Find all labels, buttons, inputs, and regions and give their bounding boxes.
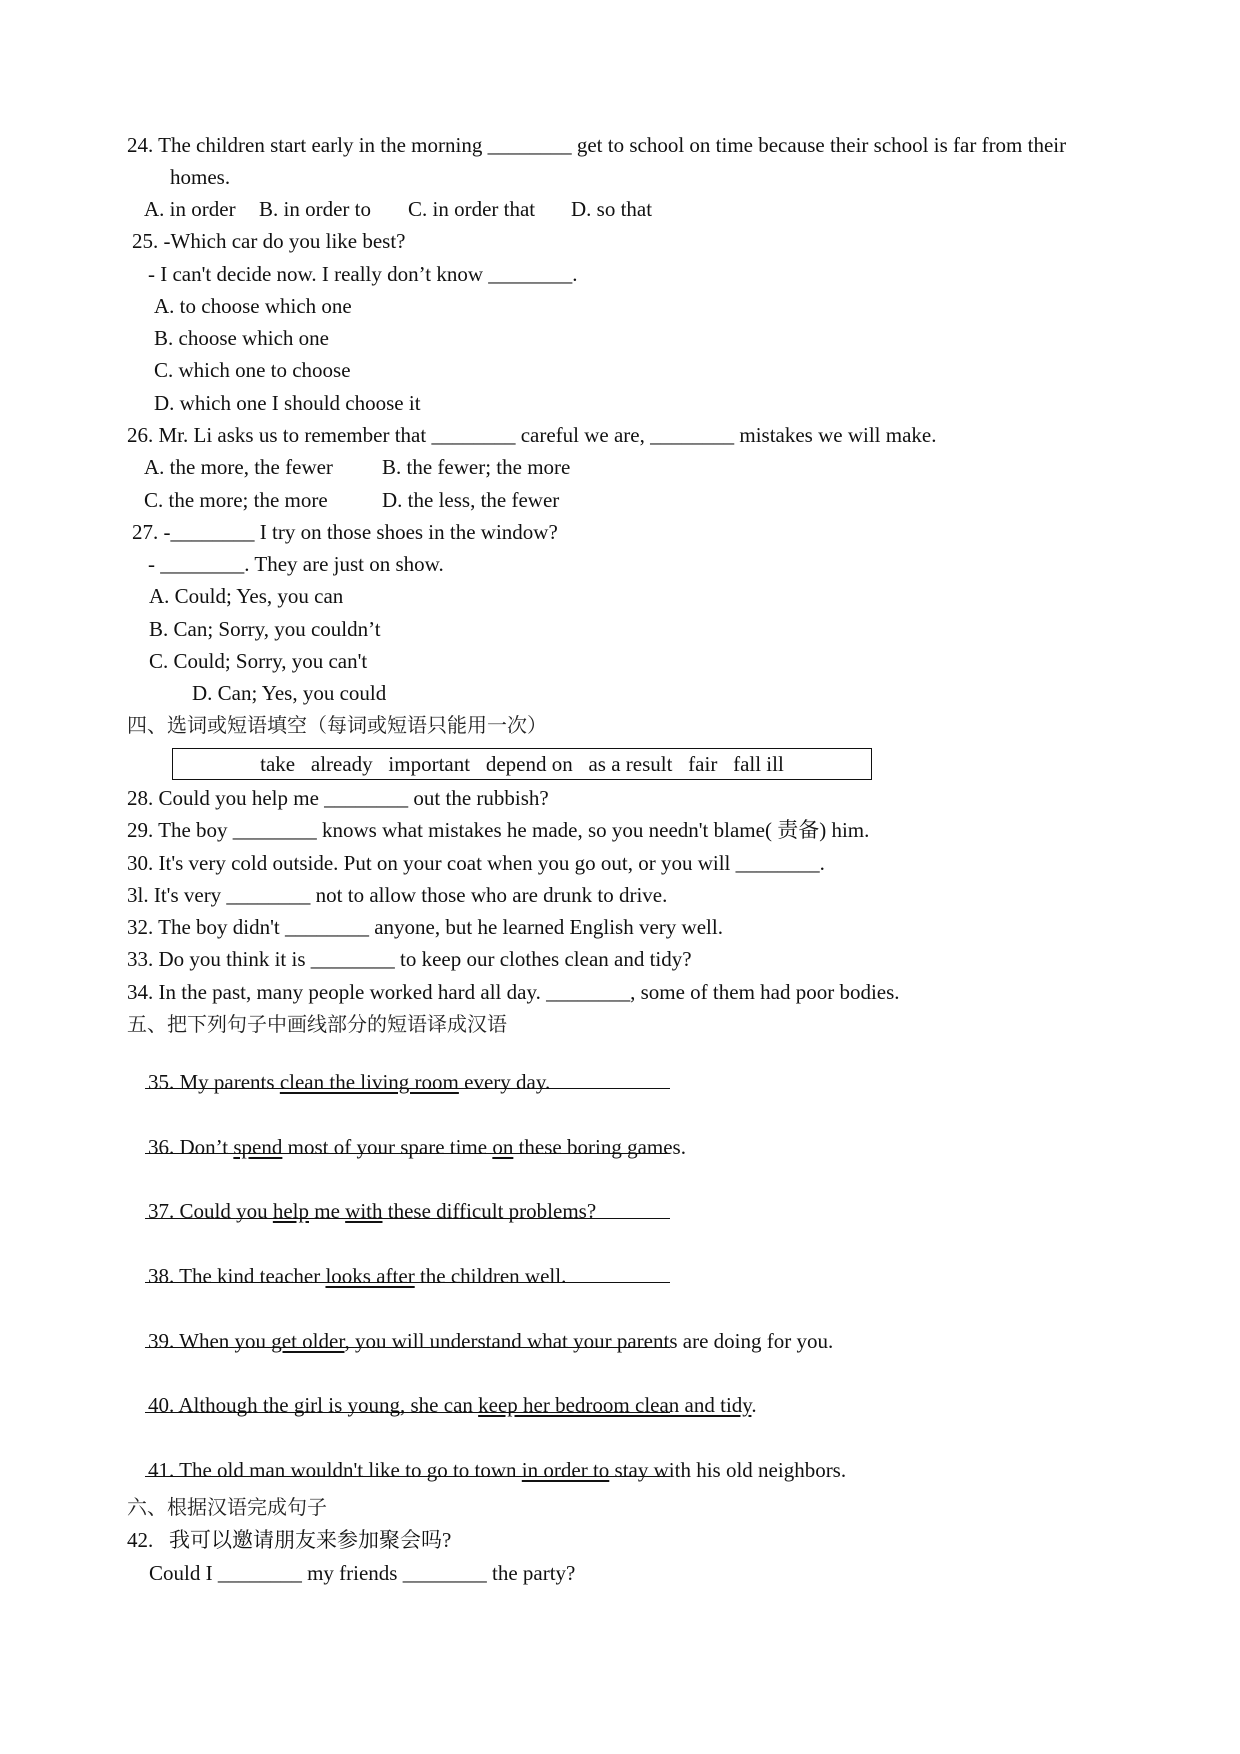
q27-question: 27. -________ I try on those shoes in the window? (132, 520, 558, 544)
q35-underlined-phrase: clean the living room (279, 1070, 459, 1094)
q37-text-end: these difficult problems? (382, 1199, 597, 1223)
q24-line1: 24. The children start early in the morning ________ get to school on time because their school is far from their (127, 133, 1067, 157)
q42-chinese: 42. 我可以邀请朋友来参加聚会吗? (127, 1528, 452, 1552)
q41-answer-line (145, 1476, 670, 1477)
q41-text: 41. The old man wouldn't like to go to town (148, 1458, 522, 1482)
q36-underlined-word-1: spend (233, 1135, 283, 1159)
q25-option-c: C. which one to choose (154, 358, 351, 382)
q27-option-c: C. Could; Sorry, you can't (149, 649, 368, 673)
q36-text-mid: most of your spare time (282, 1135, 493, 1159)
q39-text: 39. When you (148, 1329, 272, 1353)
section6-title: 六、根据汉语完成句子 (127, 1495, 327, 1519)
q27-answer: - ________. They are just on show. (148, 552, 444, 576)
q25-option-b: B. choose which one (154, 326, 329, 350)
q34: 34. In the past, many people worked hard all day. ________, some of them had poor bodies. (127, 980, 900, 1004)
q41-text-end: stay with his old neighbors. (609, 1458, 847, 1482)
q27-option-b: B. Can; Sorry, you couldn’t (149, 617, 381, 641)
q29: 29. The boy ________ knows what mistakes he made, so you needn't blame( 责备) him. (127, 818, 870, 842)
q24-option-a: A. in order (144, 197, 236, 221)
q40-underlined-phrase: keep her bedroom clean and tidy (478, 1393, 752, 1417)
q37-text-mid: me (309, 1199, 346, 1223)
q26-question: 26. Mr. Li asks us to remember that ________ careful we are, ________ mistakes we will make. (127, 423, 937, 447)
q25-option-a: A. to choose which one (154, 294, 352, 318)
q33: 33. Do you think it is ________ to keep our clothes clean and tidy? (127, 947, 692, 971)
q36-text: 36. Don’t (148, 1135, 234, 1159)
q32: 32. The boy didn't ________ anyone, but he learned English very well. (127, 915, 723, 939)
q24-option-c: C. in order that (408, 197, 536, 221)
q37-answer-line (145, 1218, 670, 1219)
q31: 3l. It's very ________ not to allow those who are drunk to drive. (127, 883, 668, 907)
q36-text-end: these boring games. (513, 1135, 686, 1159)
q27-option-d: D. Can; Yes, you could (192, 681, 387, 705)
q24-option-d: D. so that (571, 197, 653, 221)
q40-text-end: . (751, 1393, 757, 1417)
q26-option-b: B. the fewer; the more (382, 455, 571, 479)
q39-text-end: , you will understand what your parents are doing for you. (344, 1329, 834, 1353)
q26-option-c: C. the more; the more (144, 488, 328, 512)
q39-underlined-phrase: get older (271, 1329, 345, 1353)
q38-underlined-phrase: looks after (325, 1264, 415, 1288)
q38-text-end: the children well. (414, 1264, 567, 1288)
q30: 30. It's very cold outside. Put on your coat when you go out, or you will ________. (127, 851, 825, 875)
q42-english: Could I ________ my friends ________ the party? (149, 1561, 576, 1585)
q40-answer-line (145, 1412, 670, 1413)
q27-option-a: A. Could; Yes, you can (149, 584, 344, 608)
q35-text: 35. My parents (148, 1070, 280, 1094)
q41-underlined-phrase: in order to (521, 1458, 610, 1482)
q35-text-end: every day. (458, 1070, 551, 1094)
q39-answer-line (145, 1347, 670, 1348)
q24-option-b: B. in order to (259, 197, 371, 221)
q37-text: 37. Could you (148, 1199, 273, 1223)
section5-title: 五、把下列句子中画线部分的短语译成汉语 (127, 1012, 507, 1036)
q26-option-a: A. the more, the fewer (144, 455, 333, 479)
q35-answer-line (145, 1088, 670, 1089)
section4-title: 四、选词或短语填空（每词或短语只能用一次） (127, 713, 547, 737)
q25-option-d: D. which one I should choose it (154, 391, 421, 415)
q24-line2: homes. (170, 165, 231, 189)
q36-answer-line (145, 1153, 670, 1154)
q25-question: 25. -Which car do you like best? (132, 229, 406, 253)
word-bank-box: take already important depend on as a result fair fall ill (172, 748, 872, 780)
q37-underlined-word-1: help (272, 1199, 309, 1223)
q40-text: 40. Although the girl is young, she can (148, 1393, 479, 1417)
q38-text: 38. The kind teacher (148, 1264, 326, 1288)
q25-answer: - I can't decide now. I really don’t know ________. (148, 262, 578, 286)
q38-answer-line (145, 1282, 670, 1283)
q28: 28. Could you help me ________ out the rubbish? (127, 786, 549, 810)
q26-option-d: D. the less, the fewer (382, 488, 560, 512)
q37-underlined-word-2: with (345, 1199, 383, 1223)
q36-underlined-word-2: on (492, 1135, 514, 1159)
